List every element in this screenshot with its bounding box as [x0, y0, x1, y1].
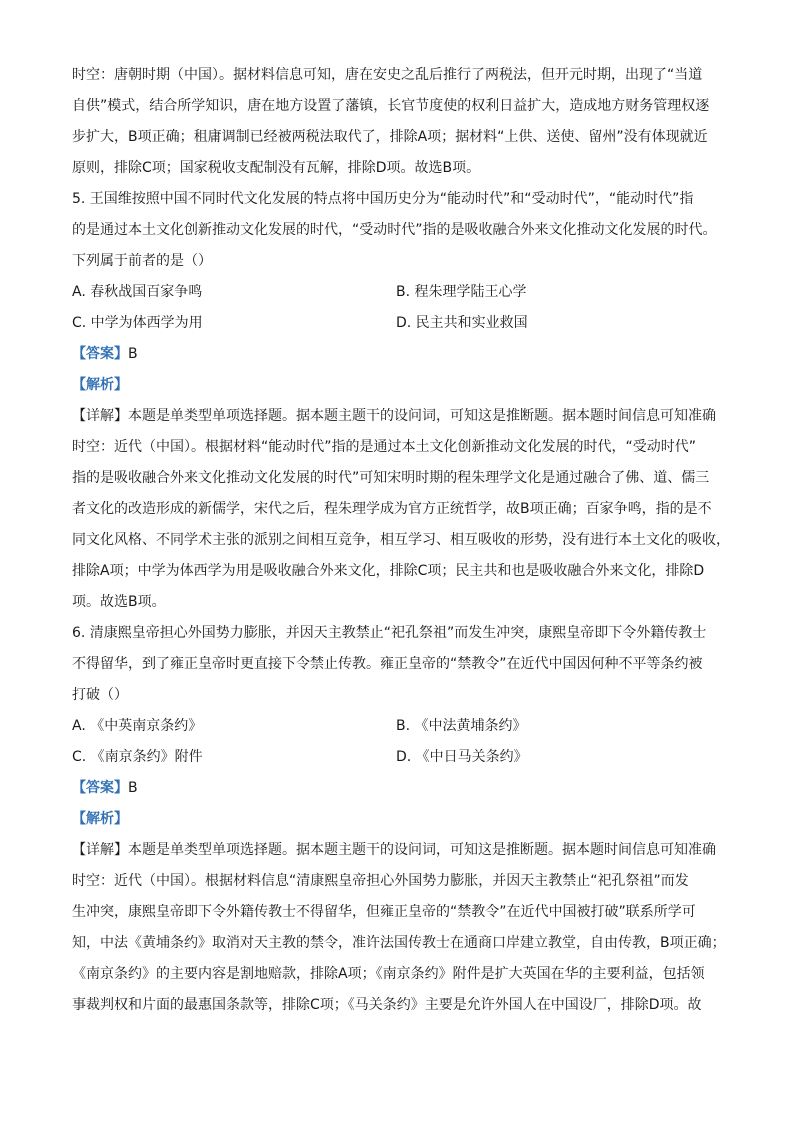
- text-line: 时空：近代（中国）。根据材料“能动时代”指的是通过本土文化创新推动文化发展的时代，“受动时代”: [72, 439, 697, 455]
- detail-label: 【详解】: [72, 408, 128, 424]
- option-c: C. 《南京条约》附件: [72, 749, 203, 765]
- question-6: [72, 618, 732, 1021]
- analysis-label: 【解析】: [72, 377, 128, 393]
- text-line: 步扩大，B项正确；租庸调制已经被两税法取代了，排除A项；据材料“上供、送使、留州”没有体现就近: [72, 129, 708, 145]
- options-row: [72, 277, 732, 308]
- text-line: 知，中法《黄埔条约》取消对天主教的禁令，准许法国传教士在通商口岸建立教堂，自由传教，B项正确；: [72, 935, 726, 951]
- text-line: [72, 401, 732, 432]
- text-line: 原则，排除C项；国家税收支配制没有瓦解，排除D项。故选B项。: [72, 160, 481, 176]
- question-5: [72, 184, 732, 618]
- text-line: [72, 835, 732, 866]
- text-line: 《南京条约》的主要内容是割地赔款，排除A项；《南京条约》附件是扩大英国在华的主要利益，包括领: [72, 966, 705, 982]
- document-page: [72, 60, 732, 1021]
- detail-text: 本题是单类型单项选择题。据本题主题干的设问词，可知这是推断题。据本题时间信息可知准确: [128, 842, 716, 858]
- question-stem-line: 打破（）: [72, 687, 128, 703]
- option-d: D. 《中日马关条约》: [396, 749, 528, 765]
- option-a: A. 春秋战国百家争鸣: [72, 284, 203, 300]
- analysis-heading: [72, 804, 732, 835]
- option-b: B. 《中法黄埔条约》: [396, 718, 527, 734]
- answer-value: B: [128, 346, 138, 362]
- analysis-heading: [72, 370, 732, 401]
- question-stem-line: 不得留华，到了雍正皇帝时更直接下令禁止传教。雍正皇帝的“禁教令”在近代中国因何种不平等条约被: [72, 656, 703, 672]
- text-line: 指的是吸收融合外来文化推动文化发展的时代”可知宋明时期的程朱理学文化是通过融合了佛、道、儒三: [72, 470, 710, 486]
- option-c: C. 中学为体西学为用: [72, 315, 203, 331]
- answer-label: 【答案】: [72, 346, 128, 362]
- text-line: 排除A项；中学为体西学为用是吸收融合外来文化，排除C项；民主共和也是吸收融合外来文化，排除D: [72, 563, 705, 579]
- analysis-label: 【解析】: [72, 811, 128, 827]
- text-line: 时空：近代（中国）。根据材料信息“清康熙皇帝担心外国势力膨胀，并因天主教禁止“祀孔祭祖”而发: [72, 873, 689, 889]
- text-line: 同文化风格、不同学术主张的派别之间相互竞争，相互学习、相互吸收的形势，没有进行本土文化的吸收，: [72, 532, 730, 548]
- detail-label: 【详解】: [72, 842, 128, 858]
- option-b: B. 程朱理学陆王心学: [396, 284, 527, 300]
- answer-value: B: [128, 780, 138, 796]
- text-line: 事裁判权和片面的最惠国条款等，排除C项；《马关条约》主要是允许外国人在中国设厂，排除D项。故: [72, 997, 702, 1013]
- detail-paragraph: [72, 401, 732, 618]
- question-stem-line: 5. 王国维按照中国不同时代文化发展的特点将中国历史分为“能动时代”和“受动时代”，“能动时代”指: [72, 191, 694, 207]
- detail-paragraph: [72, 835, 732, 1021]
- options-row: [72, 742, 732, 773]
- text-line: 时空：唐朝时期（中国）。据材料信息可知，唐在安史之乱后推行了两税法，但开元时期，出现了“当道: [72, 67, 703, 83]
- text-line: 生冲突，康熙皇帝即下令外籍传教士不得留华，但雍正皇帝的“禁教令”在近代中国被打破”联系所学可: [72, 904, 696, 920]
- text-line: 者文化的改造形成的新儒学，宋代之后，程朱理学成为官方正统哲学，故B项正确；百家争鸣，指的是不: [72, 501, 712, 517]
- options-row: [72, 308, 732, 339]
- question-stem-line: 的是通过本土文化创新推动文化发展的时代，“受动时代”指的是吸收融合外来文化推动文化发展的时代。: [72, 222, 717, 238]
- options-row: [72, 711, 732, 742]
- question-stem-line: 下列属于前者的是（）: [72, 253, 212, 269]
- option-d: D. 民主共和实业救国: [396, 315, 528, 331]
- question-stem-line: 6. 清康熙皇帝担心外国势力膨胀，并因天主教禁止“祀孔祭祖”而发生冲突，康熙皇帝即下令外籍传教士: [72, 625, 707, 641]
- answer-line: [72, 773, 732, 804]
- answer-line: [72, 339, 732, 370]
- detail-text: 本题是单类型单项选择题。据本题主题干的设问词，可知这是推断题。据本题时间信息可知准确: [128, 408, 716, 424]
- text-line: 项。故选B项。: [72, 594, 166, 610]
- option-a: A. 《中英南京条约》: [72, 718, 203, 734]
- intro-paragraph: [72, 60, 732, 184]
- answer-label: 【答案】: [72, 780, 128, 796]
- text-line: 自供”模式，结合所学知识，唐在地方设置了藩镇，长官节度使的权利日益扩大，造成地方财务管理权逐: [72, 98, 710, 114]
